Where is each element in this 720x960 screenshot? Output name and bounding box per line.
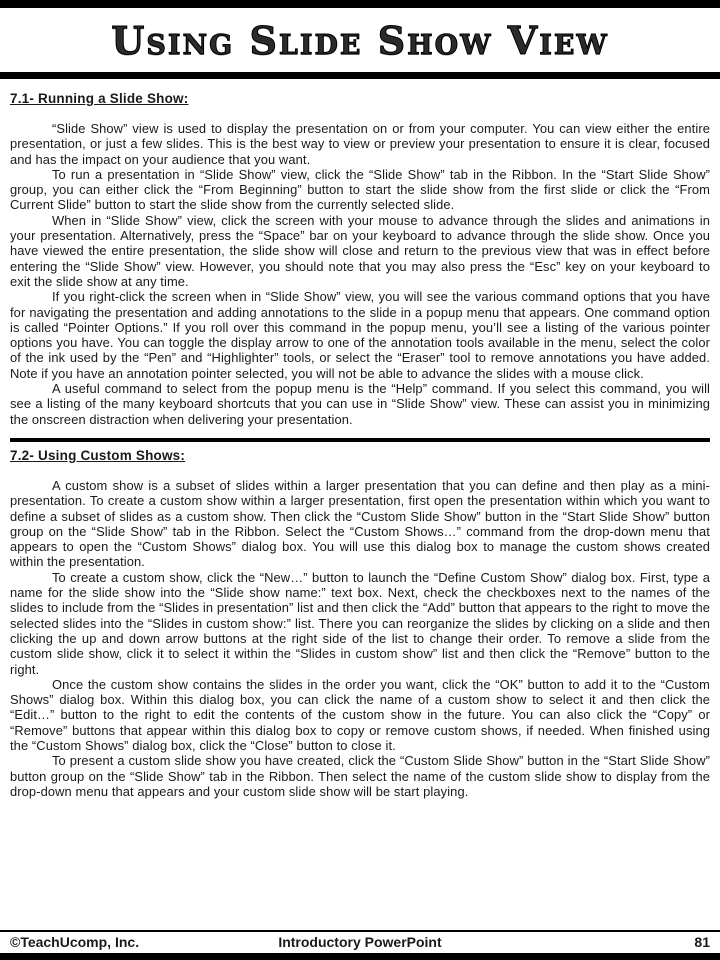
paragraph: When in “Slide Show” view, click the screen with your mouse to advance through the slides and animations in your presentation. Alternatively, press the “Space” bar on your keyboard to advance through the slide show. Once you have viewed the entire presentation, the slide show will close and return to the previous view that was in effect before entering the “Slide Show” view. However, you should note that you may also press the “Esc” key on your keyboard to exit the slide show at any time. xyxy=(10,212,710,289)
paragraph: If you right-click the screen when in “Slide Show” view, you will see the various command options that you have for navigating the presentation and adding annotations to the slide in a popup menu that appears. One command option is called “Pointer Options.” If you roll over this command in the popup menu, you’ll see a listing of the various pointer options you have. You can toggle the display arrow to one of the annotation tools available in the menu, select the color of the ink used by the “Pen” and “Highlighter” tools, or select the “Eraser” tool to remove annotations you have added. Note if you have an annotation pointer selected, you will not be able to advance the slides with a mouse click. xyxy=(10,289,710,381)
footer-book-title: Introductory PowerPoint xyxy=(278,934,442,950)
paragraph: To present a custom slide show you have created, click the “Custom Slide Show” button in the “Start Slide Show” button group on the “Slide Show” tab in the Ribbon. Then select the name of the custom slide show to display from the drop-down menu that appears and your custom slide show will be start playing. xyxy=(10,753,710,799)
page-footer xyxy=(0,932,720,953)
paragraph: A custom show is a subset of slides within a larger presentation that you can define and then play as a mini-presentation. To create a custom show within a larger presentation, first open the presentation within which you want to define a subset of slides as a custom show. Then click the “Custom Slide Show” button in the “Start Slide Show” button group on the “Slide Show” tab in the Ribbon. Select the “Custom Shows…” command from the drop-down menu that appears to open the “Custom Shows” dialog box. You will use this dialog box to manage the custom shows created within the presentation. xyxy=(10,477,710,570)
footer-copyright: ©TeachUcomp, Inc. xyxy=(10,934,140,950)
footer-page-number: 81 xyxy=(694,934,710,950)
top-border xyxy=(0,0,720,8)
title-area xyxy=(0,8,720,72)
title-rule xyxy=(0,72,720,79)
paragraph: A useful command to select from the popup menu is the “Help” command. If you select this command, you will see a listing of the many keyboard shortcuts that you can use in “Slide Show” view. These can assist you in minimizing the onscreen distraction when delivering your presentation. xyxy=(10,381,710,427)
bottom-border xyxy=(0,953,720,960)
paragraph: To create a custom show, click the “New…” button to launch the “Define Custom Show” dialog box. First, type a name for the slide show into the “Slide show name:” text box. Next, check the checkboxes next to the names of the slides to include from the “Slides in presentation” list and then click the “Add” button that appears to the right to move the selected slides into the “Slides in custom show:” list. There you can reorganize the slides by clicking on a slide and then clicking the up and down arrow buttons at the right side of the list to change their order. To remove a slide from the custom slide show, click it to select it within the “Slides in custom show” list and then click the “Remove” button to the right. xyxy=(10,569,710,677)
page-title: Using Slide Show View xyxy=(111,18,609,63)
paragraph: To run a presentation in “Slide Show” view, click the “Slide Show” tab in the Ribbon. In the “Start Slide Show” group, you can either click the “From Beginning” button to start the slide show from the first slide or click the “From Current Slide” button to start the slide show from the currently selected slide. xyxy=(10,166,710,213)
page-content xyxy=(0,79,720,930)
paragraph: “Slide Show” view is used to display the presentation on or from your computer. You can view either the entire presentation, or just a few slides. This is the best way to view or preview your presentation to ensure it is clear, focused and has the impact on your audience that you want. xyxy=(10,121,710,167)
section-divider xyxy=(10,438,710,442)
section-heading-7-1: 7.1- Running a Slide Show: xyxy=(10,91,189,106)
paragraph: Once the custom show contains the slides in the order you want, click the “OK” button to add it to the “Custom Shows” dialog box. Within this dialog box, you can click the name of a custom show to select it and then click the “Edit…” button to the right to edit the contents of the custom show in the future. You can also click the “Copy” or “Remove” buttons that appear within this dialog box to copy or remove custom shows, if needed. When finished using the “Custom Shows” dialog box, click the “Close” button to close it. xyxy=(10,676,710,753)
section-heading-7-2: 7.2- Using Custom Shows: xyxy=(10,447,186,463)
